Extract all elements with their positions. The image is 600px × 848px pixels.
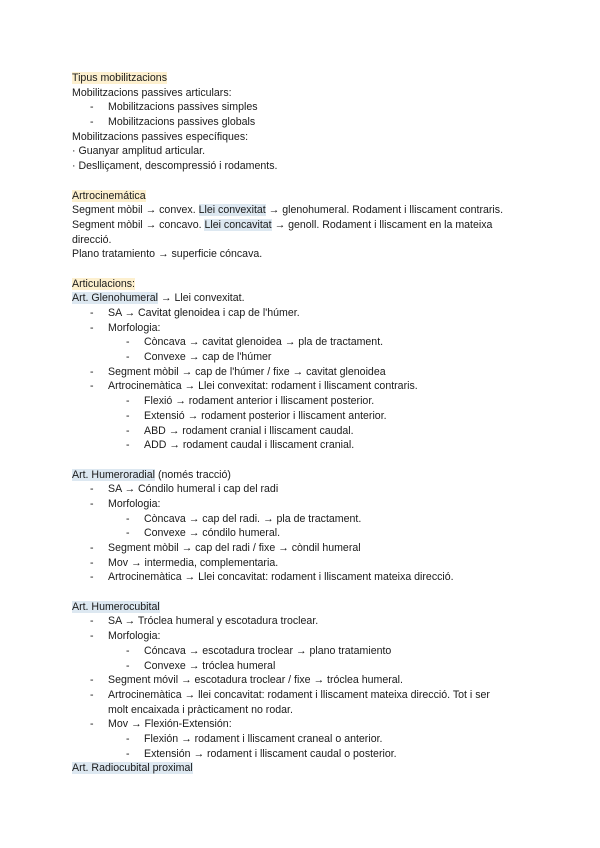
notes-content bbox=[72, 71, 542, 776]
heading-highlight: Articulacions: bbox=[72, 277, 135, 290]
sub-bullet-item: - Còncava → cap del radi. → pla de tractament. bbox=[72, 512, 542, 527]
text-line: direcció. bbox=[72, 233, 112, 246]
joint-name-highlight: Art. Radiocubital proximal bbox=[72, 762, 193, 775]
sub-bullet-item: - Flexión → rodament i lliscament craneal o anterior. bbox=[72, 732, 542, 747]
joint-name-highlight: Art. Humeroradial bbox=[72, 468, 156, 481]
bullet-item: - SA → Cavitat glenoidea i cap de l'húmer. bbox=[72, 306, 542, 321]
sub-bullet-item: - ADD → rodament caudal i lliscament cranial. bbox=[72, 438, 542, 453]
text-segment: → genoll. Rodament i lliscament en la mateixa bbox=[271, 218, 493, 231]
bullet-item: - Segment móvil → escotadura troclear / fixe → tróclea humeral. bbox=[72, 673, 542, 688]
bullet-item: - Morfologia: bbox=[72, 321, 542, 336]
bullet-item: - Artrocinemàtica → Llei convexitat: rodament i lliscament contraris. bbox=[72, 379, 542, 394]
heading-highlight: Tipus mobilitzacions bbox=[72, 72, 167, 84]
bullet-item: - Mobilitzacions passives simples bbox=[72, 100, 542, 115]
joint-name-highlight: Art. Glenohumeral bbox=[72, 292, 158, 305]
bullet-item: - Morfologia: bbox=[72, 497, 542, 512]
blank-line bbox=[72, 453, 542, 468]
section-heading-artrocinematica bbox=[72, 189, 542, 204]
section-heading-articulacions bbox=[72, 277, 542, 292]
blank-line bbox=[72, 585, 542, 600]
bullet-item: - Artrocinemàtica → llei concavitat: rodament i lliscament mateixa direcció. Tot i ser bbox=[72, 688, 542, 703]
joint-name-highlight: Art. Humerocubital bbox=[72, 600, 160, 613]
blank-line bbox=[72, 262, 542, 277]
sub-bullet-item: - ABD → rodament cranial i lliscament caudal. bbox=[72, 424, 542, 439]
bullet-continuation: molt encaixada i pràcticament no rodar. bbox=[108, 703, 293, 716]
section-heading-tipus bbox=[72, 71, 542, 86]
text-line: Plano tratamiento → superficie cóncava. bbox=[72, 248, 263, 261]
bullet-item: - Mov → Flexión-Extensión: bbox=[72, 717, 542, 732]
text-segment: → glenohumeral. Rodament i lliscament contraris. bbox=[265, 204, 504, 217]
bullet-item: - SA → Tróclea humeral y escotadura troclear. bbox=[72, 614, 542, 629]
text-segment: (només tracció) bbox=[155, 468, 231, 481]
text-line: Mobilitzacions passives articulars: bbox=[72, 86, 232, 99]
joint-heading-radiocubital-proximal bbox=[72, 761, 542, 776]
bullet-item: - Artrocinemàtica → Llei concavitat: rodament i lliscament mateixa direcció. bbox=[72, 570, 542, 585]
text-line bbox=[72, 203, 542, 218]
bullet-item: - Mobilitzacions passives globals bbox=[72, 115, 542, 130]
blank-line bbox=[72, 174, 542, 189]
text-line bbox=[72, 218, 542, 233]
text-line: · Guanyar amplitud articular. bbox=[72, 145, 206, 158]
sub-bullet-item: - Convexe → cap de l'húmer bbox=[72, 350, 542, 365]
sub-bullet-item: - Convexe → tróclea humeral bbox=[72, 659, 542, 674]
joint-heading-humeroradial bbox=[72, 468, 542, 483]
text-segment: → Llei convexitat. bbox=[157, 292, 245, 305]
joint-heading-glenohumeral bbox=[72, 291, 542, 306]
text-segment: Segment mòbil → convex. bbox=[72, 204, 199, 217]
sub-bullet-item: - Convexe → cóndilo humeral. bbox=[72, 526, 542, 541]
text-line: Mobilitzacions passives específiques: bbox=[72, 130, 249, 143]
sub-bullet-item: - Flexió → rodament anterior i lliscament posterior. bbox=[72, 394, 542, 409]
bullet-item: - Segment mòbil → cap de l'húmer / fixe → cavitat glenoidea bbox=[72, 365, 542, 380]
bullet-item: - Mov → intermedia, complementaria. bbox=[72, 556, 542, 571]
term-highlight: Llei concavitat bbox=[204, 218, 272, 231]
sub-bullet-item: - Extensión → rodament i lliscament caudal o posterior. bbox=[72, 747, 542, 762]
term-highlight: Llei convexitat bbox=[198, 204, 266, 217]
bullet-item: - SA → Cóndilo humeral i cap del radi bbox=[72, 482, 542, 497]
sub-bullet-item: - Còncava → cavitat glenoidea → pla de tractament. bbox=[72, 335, 542, 350]
heading-highlight: Artrocinemática bbox=[72, 189, 146, 202]
text-segment: Segment mòbil → concavo. bbox=[72, 218, 205, 231]
text-line: · Deslliçament, descompressió i rodaments. bbox=[72, 160, 278, 173]
bullet-item: - Segment mòbil → cap del radi / fixe → còndil humeral bbox=[72, 541, 542, 556]
sub-bullet-item: - Extensió → rodament posterior i lliscament anterior. bbox=[72, 409, 542, 424]
joint-heading-humerocubital bbox=[72, 600, 542, 615]
sub-bullet-item: - Cóncava → escotadura troclear → plano tratamiento bbox=[72, 644, 542, 659]
bullet-item: - Morfologia: bbox=[72, 629, 542, 644]
